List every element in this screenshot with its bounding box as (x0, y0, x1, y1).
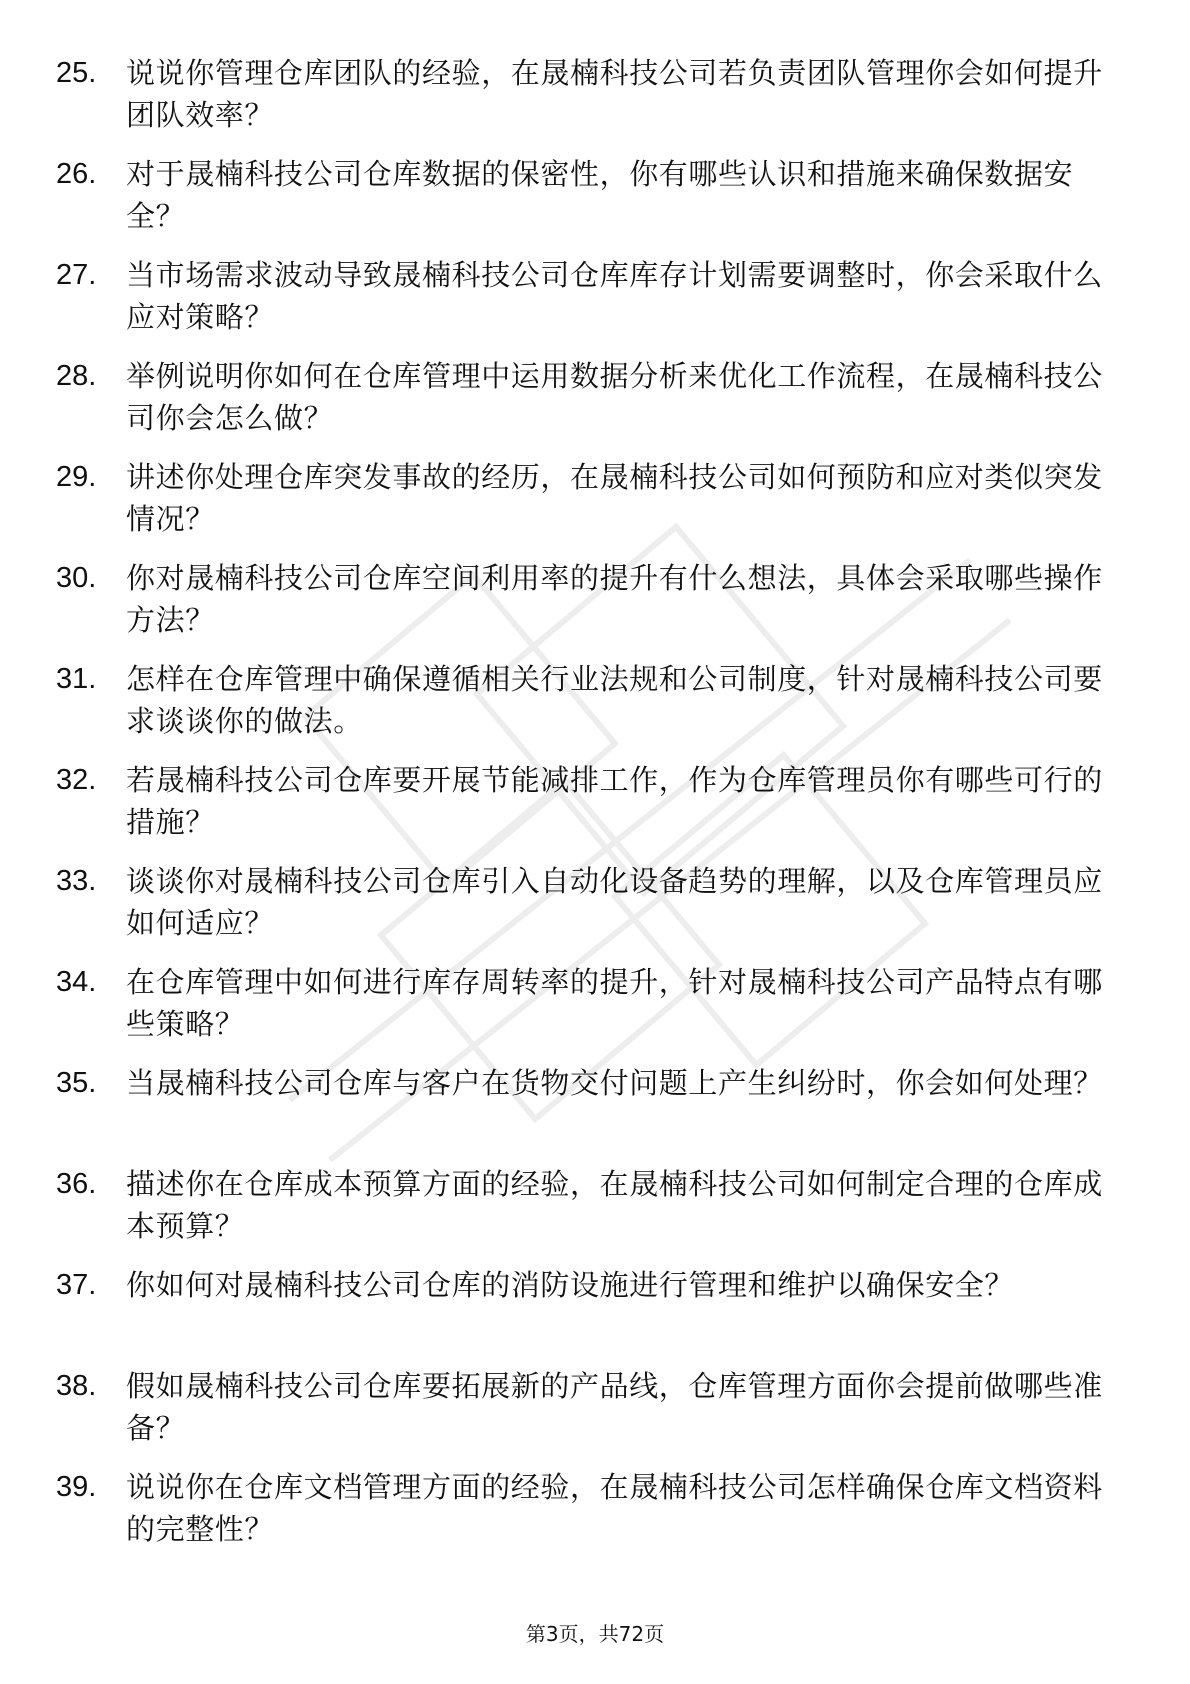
question-number: 39. (56, 1471, 97, 1503)
question-number: 28. (56, 360, 97, 392)
question-text: 怎样在仓库管理中确保遵循相关行业法规和公司制度，针对晟楠科技公司要求谈谈你的做法。 (126, 662, 1103, 738)
question-number: 27. (56, 259, 97, 291)
question-text: 你如何对晟楠科技公司仓库的消防设施进行管理和维护以确保安全？ (126, 1268, 1015, 1302)
list-item (56, 860, 1116, 961)
list-item (56, 1062, 1116, 1163)
question-number: 33. (56, 865, 97, 897)
list-item (56, 658, 1116, 759)
question-text: 当市场需求波动导致晟楠科技公司仓库库存计划需要调整时，你会采取什么应对策略？ (126, 258, 1103, 334)
question-text: 讲述你处理仓库突发事故的经历，在晟楠科技公司如何预防和应对类似突发情况？ (126, 460, 1103, 536)
question-text: 说说你在仓库文档管理方面的经验，在晟楠科技公司怎样确保仓库文档资料的完整性？ (126, 1470, 1103, 1546)
question-text: 若晟楠科技公司仓库要开展节能减排工作，作为仓库管理员你有哪些可行的措施？ (126, 763, 1103, 839)
question-number: 35. (56, 1067, 97, 1099)
list-item (56, 1466, 1116, 1567)
list-item (56, 52, 1116, 153)
question-number: 32. (56, 764, 97, 796)
page-footer: 第3页，共72页 (525, 1622, 665, 1646)
list-item (56, 456, 1116, 557)
question-list (56, 52, 1116, 1567)
question-number: 25. (56, 57, 97, 89)
question-text: 假如晟楠科技公司仓库要拓展新的产品线，仓库管理方面你会提前做哪些准备？ (126, 1369, 1103, 1445)
question-number: 31. (56, 663, 97, 695)
question-number: 34. (56, 966, 97, 998)
question-text: 你对晟楠科技公司仓库空间利用率的提升有什么想法，具体会采取哪些操作方法？ (126, 561, 1103, 637)
question-text: 举例说明你如何在仓库管理中运用数据分析来优化工作流程，在晟楠科技公司你会怎么做？ (126, 359, 1103, 435)
question-text: 当晟楠科技公司仓库与客户在货物交付问题上产生纠纷时，你会如何处理？ (126, 1066, 1103, 1100)
list-item (56, 254, 1116, 355)
list-item (56, 1163, 1116, 1264)
list-item (56, 961, 1116, 1062)
question-number: 30. (56, 562, 97, 594)
question-text: 说说你管理仓库团队的经验，在晟楠科技公司若负责团队管理你会如何提升团队效率？ (126, 56, 1103, 132)
list-item (56, 153, 1116, 254)
question-text: 对于晟楠科技公司仓库数据的保密性，你有哪些认识和措施来确保数据安全？ (126, 157, 1074, 233)
list-item (56, 355, 1116, 456)
list-item (56, 759, 1116, 860)
question-text: 谈谈你对晟楠科技公司仓库引入自动化设备趋势的理解，以及仓库管理员应如何适应？ (126, 864, 1103, 940)
question-number: 38. (56, 1370, 97, 1402)
list-item (56, 1264, 1116, 1365)
question-number: 36. (56, 1168, 97, 1200)
list-item (56, 557, 1116, 658)
list-item (56, 1365, 1116, 1466)
question-text: 描述你在仓库成本预算方面的经验，在晟楠科技公司如何制定合理的仓库成本预算？ (126, 1167, 1103, 1243)
question-number: 37. (56, 1269, 97, 1301)
question-number: 26. (56, 158, 97, 190)
question-text: 在仓库管理中如何进行库存周转率的提升，针对晟楠科技公司产品特点有哪些策略？ (126, 965, 1103, 1041)
question-number: 29. (56, 461, 97, 493)
